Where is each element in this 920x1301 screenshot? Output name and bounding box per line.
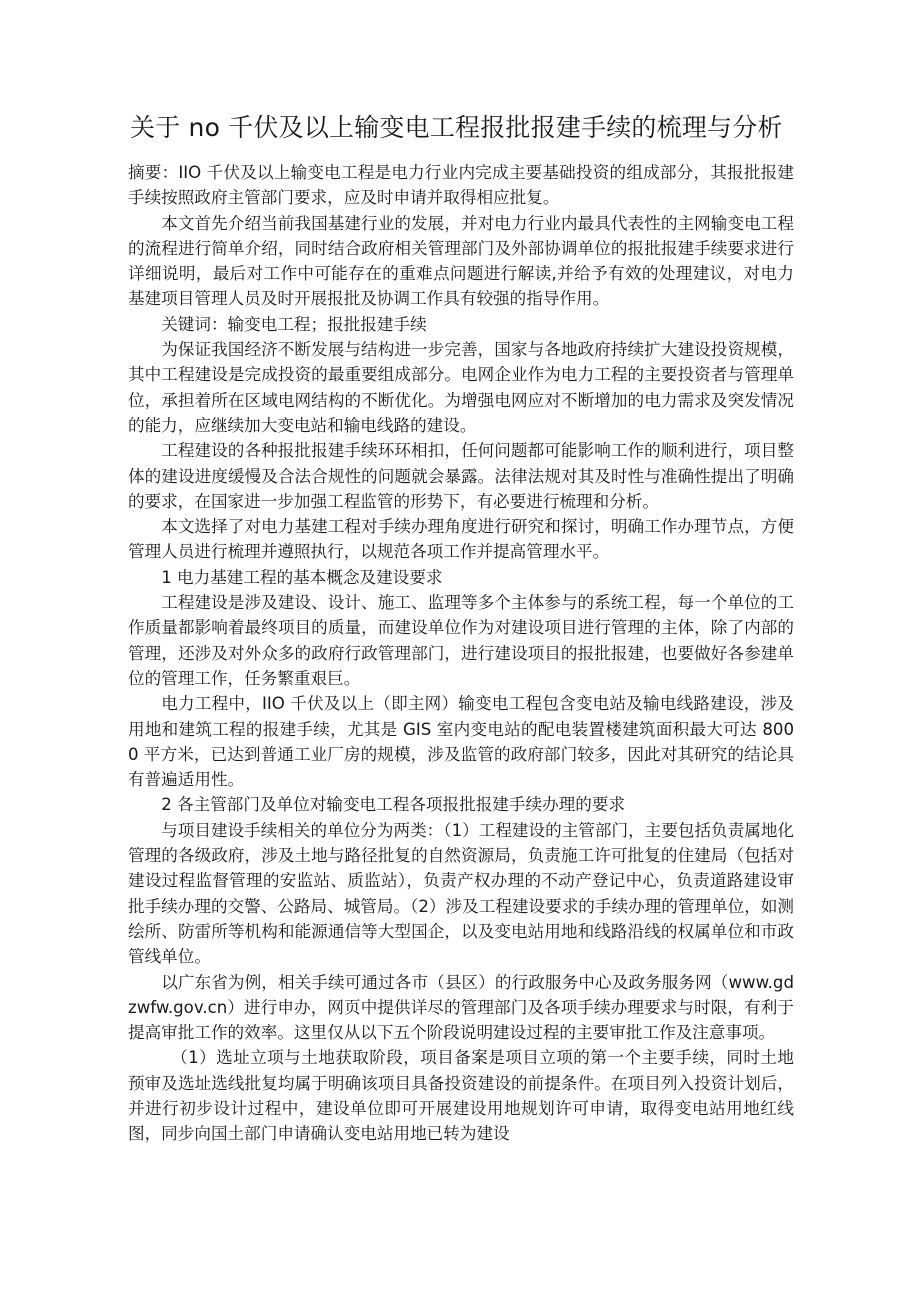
body-paragraph: 本文选择了对电力基建工程对手续办理角度进行研究和探讨，明确工作办理节点，方便管理人员进行梳理并遵照执行，以规范各项工作并提高管理水平。 [128, 517, 794, 562]
keywords-line: 关键词：输变电工程；报批报建手续 [161, 314, 427, 334]
section-heading-1: 1 电力基建工程的基本概念及建设要求 [161, 567, 443, 587]
section-heading-2: 2 各主管部门及单位对输变电工程各项报批报建手续办理的要求 [161, 795, 626, 815]
body-paragraph: 工程建设是涉及建设、设计、施工、监理等多个主体参与的系统工程，每一个单位的工作质量都影响着最终项目的质量，而建设单位作为对建设项目进行管理的主体，除了内部的管理，还涉及对外众多的政府行政管理部门，进行建设项目的报批报建，也要做好各参建单位的管理工作，任务繁重艰巨。 [128, 593, 794, 688]
body-paragraph: 为保证我国经济不断发展与结构进一步完善，国家与各地政府持续扩大建设投资规模，其中工程建设是完成投资的最重要组成部分。电网企业作为电力工程的主要投资者与管理单位，承担着所在区域电网结构的不断优化。为增强电网应对不断增加的电力需求及突发情况的能力，应继续加大变电站和输电线路的建设。 [128, 340, 794, 435]
body-paragraph: 以广东省为例，相关手续可通过各市（县区）的行政服务中心及政务服务网（www.gdzwfw.gov.cn）进行申办，网页中提供详尽的管理部门及各项手续办理要求与时限，有利于提高审批工作的效率。这里仅从以下五个阶段说明建设过程的主要审批工作及注意事项。 [128, 972, 794, 1043]
document-title: 关于 no 千伏及以上输变电工程报批报建手续的梳理与分析 [130, 113, 783, 142]
body-paragraph: 与项目建设手续相关的单位分为两类：（1）工程建设的主管部门，主要包括负责属地化管理的各级政府，涉及土地与路径批复的自然资源局，负责施工许可批复的住建局（包括对建设过程监督管理的安监站、质监站），负责产权办理的不动产登记中心，负责道路建设审批手续办理的交警、公路局、城管局。（2）涉及工程建设要求的手续办理的管理单位，如测绘所、防雷所等机构和能源通信等大型国企，以及变电站用地和线路沿线的权属单位和市政管线单位。 [128, 820, 795, 967]
document-body [128, 160, 794, 1147]
body-paragraph: 工程建设的各种报批报建手续环环相扣，任何问题都可能影响工作的顺利进行，项目整体的建设进度缓慢及合法合规性的问题就会暴露。法律法规对其及时性与准确性提出了明确的要求，在国家进一步加强工程监管的形势下，有必要进行梳理和分析。 [128, 441, 794, 511]
body-paragraph: 电力工程中，IIO 千伏及以上（即主网）输变电工程包含变电站及输电线路建设，涉及用地和建筑工程的报建手续，尤其是 GIS 室内变电站的配电装置楼建筑面积最大可达 8000 平方米，已达到普通工业厂房的规模，涉及监管的政府部门较多，因此对其研究的结论具有普遍适用性。 [128, 694, 794, 790]
body-paragraph: （1）选址立项与土地获取阶段，项目备案是项目立项的第一个主要手续，同时土地预审及选址选线批复均属于明确该项目具备投资建设的前提条件。在项目列入投资计划后，并进行初步设计过程中，建设单位即可开展建设用地规划许可申请，取得变电站用地红线图，同步向国土部门申请确认变电站用地已转为建设 [128, 1048, 794, 1144]
intro-paragraph: 本文首先介绍当前我国基建行业的发展，并对电力行业内最具代表性的主网输变电工程的流程进行简单介绍，同时结合政府相关管理部门及外部协调单位的报批报建手续要求进行详细说明，最后对工作中可能存在的重难点问题进行解读,并给予有效的处理建议，对电力基建项目管理人员及时开展报批及协调工作具有较强的指导作用。 [128, 213, 794, 309]
abstract-paragraph: 摘要：IIO 千伏及以上输变电工程是电力行业内完成主要基础投资的组成部分，其报批报建手续按照政府主管部门要求，应及时申请并取得相应批复。 [128, 163, 794, 208]
